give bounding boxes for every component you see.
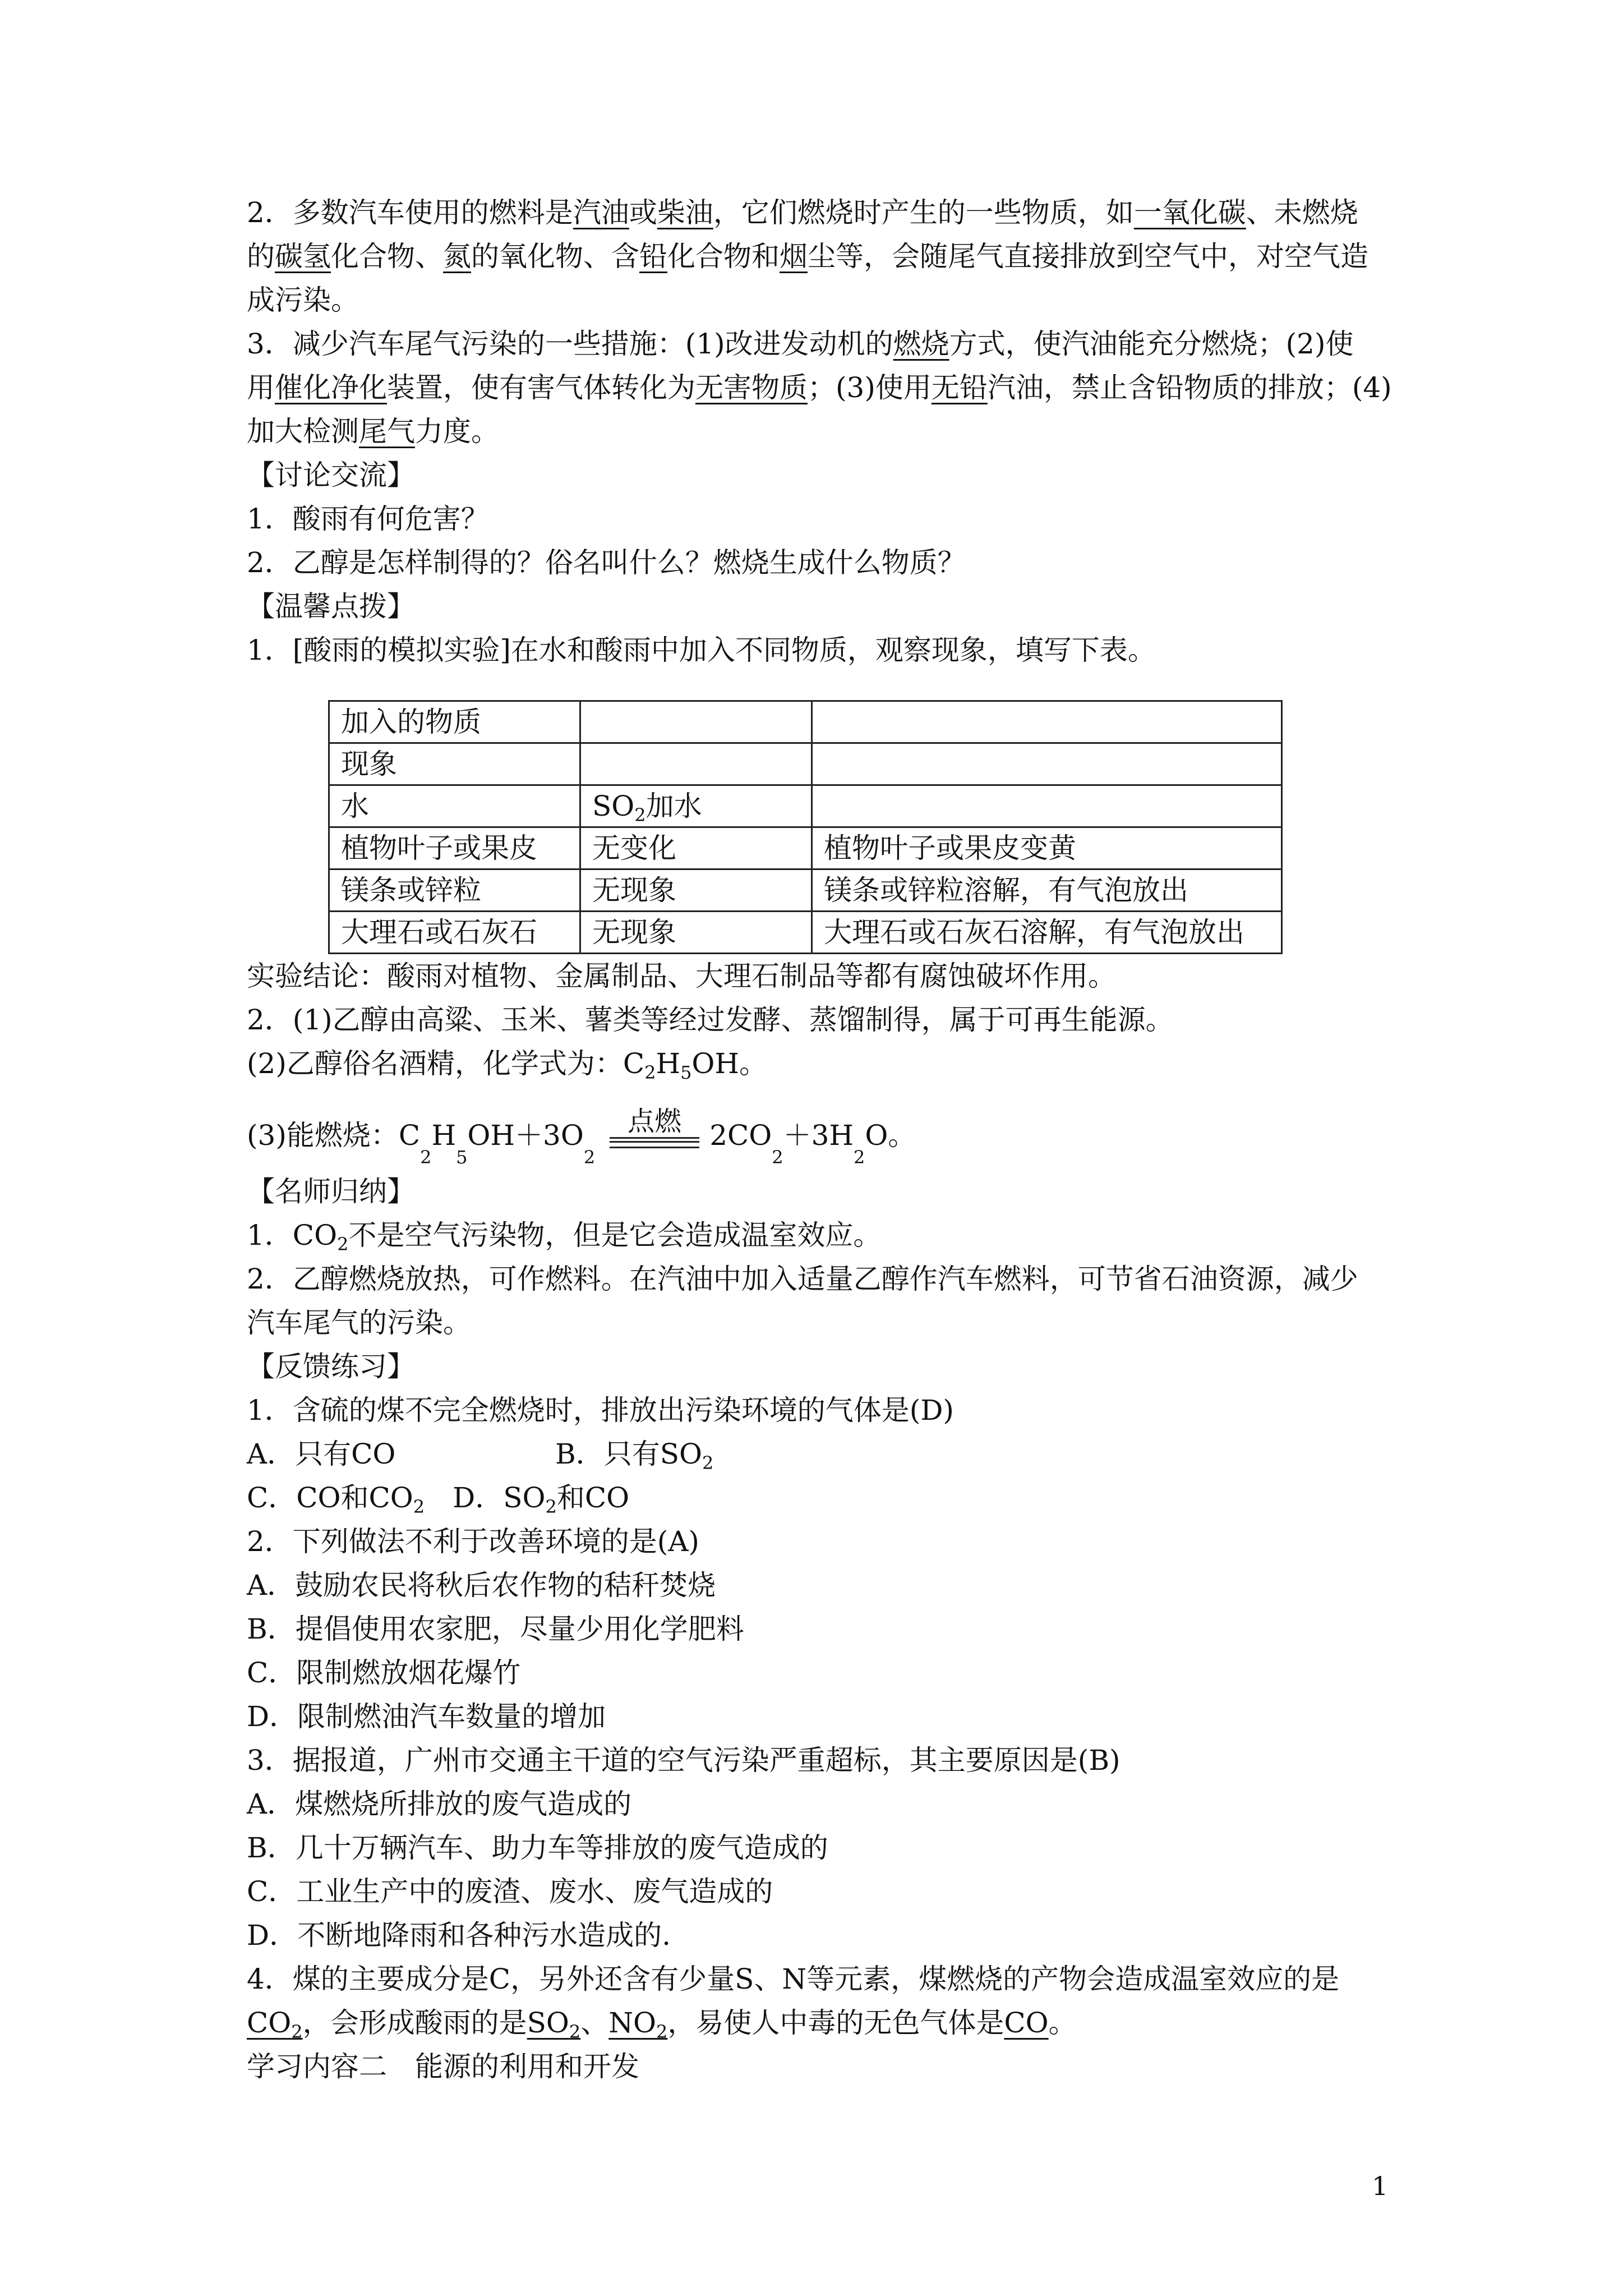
summary-line-1: 1．$CO_2$不是空气污染物，但是它会造成温室效应。 [247, 1219, 882, 1255]
question-1-options-cd: C．CO和$CO_2$ D．$SO_2$和CO [247, 1481, 630, 1517]
page-number: 1 [1372, 2171, 1389, 2201]
answer-blank: $NO_2$ [608, 2007, 668, 2042]
discussion-question-2: 2．乙醇是怎样制得的？俗名叫什么？燃烧生成什么物质？ [247, 546, 966, 579]
exercise-question-2: 2．下列做法不利于改善环境的是(A) [247, 1525, 699, 1558]
answer-blank: $SO_2$ [527, 2007, 581, 2042]
answer-blank: $CO_2$ [247, 2007, 303, 2042]
table-cell: 大理石或石灰石溶解，有气泡放出 [812, 912, 1282, 954]
option-a: A．鼓励农民将秋后农作物的秸秆焚烧 [247, 1569, 716, 1602]
table-row [329, 912, 1282, 954]
paragraph-fuel-line2: 的碳氢化合物、氮的氧化物、含铅化合物和烟尘等，会随尾气直接排放到空气中，对空气造 [247, 240, 1368, 273]
option-a: A．只有CO [247, 1438, 396, 1470]
heading-discussion: 【讨论交流】 [247, 459, 415, 491]
table-cell [580, 743, 812, 785]
reaction-condition: 点燃 [628, 1106, 682, 1137]
answer-blank: CO [1004, 2007, 1049, 2039]
heading-exercise: 【反馈练习】 [247, 1350, 415, 1383]
option-b: B．提倡使用农家肥，尽量少用化学肥料 [247, 1613, 744, 1645]
option-c: C．限制燃放烟花爆竹 [247, 1657, 521, 1689]
paragraph-measures: 3．减少汽车尾气污染的一些措施：(1)改进发动机的燃烧方式，使汽油能充分燃烧；(2)使 [247, 328, 1354, 360]
table-cell [580, 701, 812, 743]
table-cell: $SO_2$加水 [580, 785, 812, 827]
experiment-conclusion: 实验结论：酸雨对植物、金属制品、大理石制品等都有腐蚀破坏作用。 [247, 960, 1116, 992]
table-cell [812, 743, 1282, 785]
table-row [329, 827, 1282, 869]
paragraph-measures-line2: 用催化净化装置，使有害气体转化为无害物质；(3)使用无铅汽油，禁止含铅物质的排放；(4) [247, 371, 1392, 404]
option-b: B．几十万辆汽车、助力车等排放的废气造成的 [247, 1832, 828, 1864]
table-row [329, 869, 1282, 912]
heading-summary: 【名师归纳】 [247, 1175, 415, 1208]
reaction-condition-arrow [610, 1106, 699, 1157]
combustion-equation: (3)能燃烧：C 2 H 5 OH＋3O 2 点燃 2CO 2 ＋3H 2 O。 [247, 1106, 916, 1168]
table-cell: 镁条或锌粒溶解，有气泡放出 [812, 869, 1282, 912]
discussion-question-1: 1．酸雨有何危害？ [247, 503, 489, 535]
table-cell [812, 785, 1282, 827]
table-cell: 现象 [329, 743, 580, 785]
page-content [247, 191, 1391, 2088]
table-cell: 水 [329, 785, 580, 827]
ethanol-line-1: 2．(1)乙醇由高粱、玉米、薯类等经过发酵、蒸馏制得，属于可再生能源。 [247, 1004, 1174, 1036]
double-bar-equals-icon [610, 1137, 699, 1148]
ethanol-line-2: (2)乙醇俗名酒精，化学式为：$C_2H_5OH$。 [247, 1047, 768, 1083]
table-cell: 大理石或石灰石 [329, 912, 580, 954]
option-c: C．工业生产中的废渣、废水、废气造成的 [247, 1875, 773, 1908]
table-cell: 无现象 [580, 912, 812, 954]
summary-line-3: 汽车尾气的污染。 [247, 1306, 471, 1339]
exercise-question-3: 3．据报道，广州市交通主干道的空气污染严重超标，其主要原因是(B) [247, 1744, 1121, 1777]
exercise-question-1: 1．含硫的煤不完全燃烧时，排放出污染环境的气体是(D) [247, 1394, 954, 1427]
exercise-question-4-answers: $CO_2$，会形成酸雨的是$SO_2$、$NO_2$，易使人中毒的无色气体是CO。 [247, 2007, 1077, 2042]
question-1-options-ab [247, 1432, 1391, 1476]
table-row [329, 743, 1282, 785]
table-cell [812, 701, 1282, 743]
table-cell: 加入的物质 [329, 701, 580, 743]
table-cell: 无变化 [580, 827, 812, 869]
experiment-table-wrapper [328, 700, 1391, 954]
summary-line-2: 2．乙醇燃烧放热，可作燃料。在汽油中加入适量乙醇作汽车燃料，可节省石油资源，减少 [247, 1263, 1358, 1295]
option-d: D．不断地降雨和各种污水造成的. [247, 1919, 671, 1952]
option-d: D．限制燃油汽车数量的增加 [247, 1700, 606, 1733]
section-heading-energy: 学习内容二 能源的利用和开发 [247, 2050, 639, 2083]
option-b: B．只有$SO_2$ [555, 1438, 714, 1474]
heading-tips: 【温馨点拨】 [247, 590, 415, 623]
paragraph-measures-line3: 加大检测尾气力度。 [247, 415, 499, 448]
table-cell: 植物叶子或果皮变黄 [812, 827, 1282, 869]
experiment-table [328, 700, 1283, 954]
table-cell: 植物叶子或果皮 [329, 827, 580, 869]
option-a: A．煤燃烧所排放的废气造成的 [247, 1788, 632, 1820]
table-cell: 镁条或锌粒 [329, 869, 580, 912]
table-row [329, 785, 1282, 827]
paragraph-fuel: 2．多数汽车使用的燃料是汽油或柴油，它们燃烧时产生的一些物质，如一氧化碳、未燃烧 [247, 196, 1358, 229]
paragraph-fuel-line3: 成污染。 [247, 284, 359, 316]
exercise-question-4: 4．煤的主要成分是C，另外还含有少量S、N等元素，煤燃烧的产物会造成温室效应的是 [247, 1963, 1340, 1995]
tips-intro: 1．[酸雨的模拟实验]在水和酸雨中加入不同物质，观察现象，填写下表。 [247, 634, 1156, 666]
table-cell: 无现象 [580, 869, 812, 912]
table-row [329, 701, 1282, 743]
